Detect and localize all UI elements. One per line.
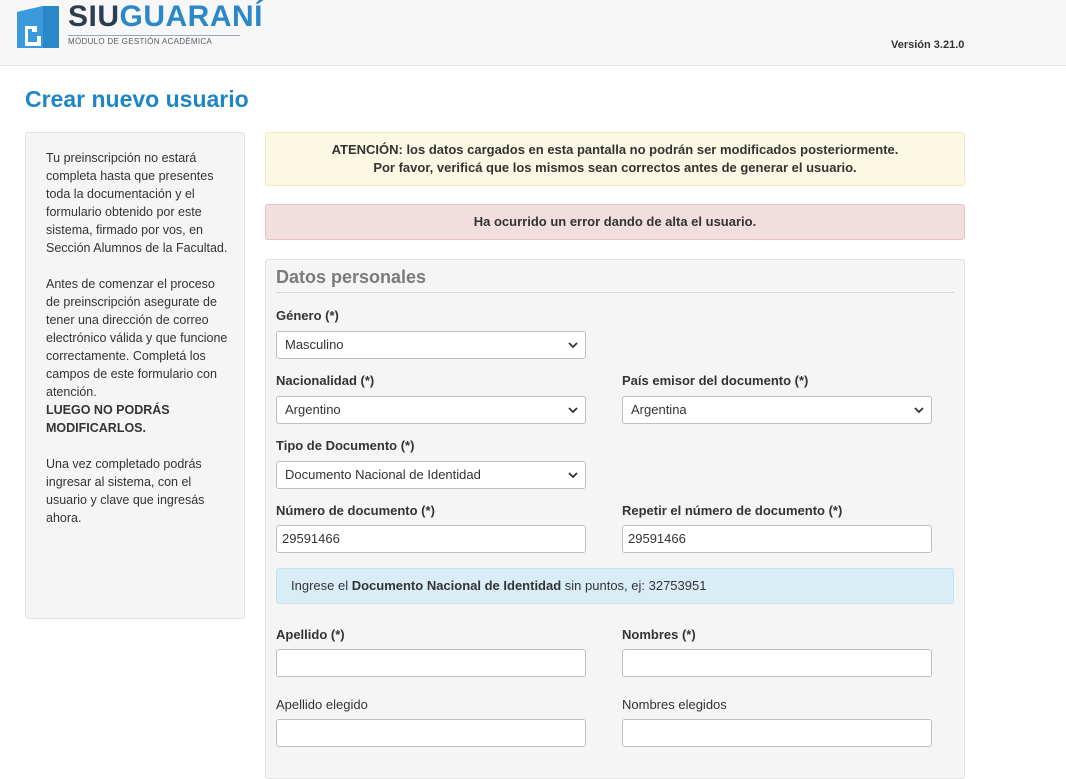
instructions-paragraph-2 <box>46 275 230 437</box>
nombres-elegidos-label: Nombres elegidos <box>622 697 727 712</box>
instructions-warning-bold: LUEGO NO PODRÁS MODIFICARLOS. <box>46 403 170 435</box>
apellido-input[interactable] <box>276 649 586 677</box>
instructions-paragraph-3: Una vez completado podrás ingresar al sistema, con el usuario y clave que ingresás ahora. <box>46 457 205 525</box>
nacionalidad-select-value: Argentino <box>285 402 341 417</box>
siu-guarani-logo-icon <box>15 2 61 48</box>
brand-part-guarani: GUARANÍ <box>119 0 264 33</box>
genero-select[interactable] <box>276 331 586 359</box>
pais-emisor-select[interactable] <box>622 396 932 424</box>
chevron-down-icon <box>567 332 579 358</box>
error-alert: Ha ocurrido un error dando de alta el usuario. <box>265 204 965 240</box>
apellido-elegido-label: Apellido elegido <box>276 697 368 712</box>
chevron-down-icon <box>567 397 579 423</box>
section-title: Datos personales <box>276 266 954 293</box>
repetir-numero-label: Repetir el número de documento (*) <box>622 503 843 518</box>
instructions-paragraph-2-text: Antes de comenzar el proceso de preinscripción asegurate de tener una dirección de correo electrónico válida y que funcione correctamente. Completá los campos de este formulario con atención. <box>46 277 228 399</box>
brand-part-siu: SIU <box>68 0 120 33</box>
nombres-input[interactable] <box>622 649 932 677</box>
tipo-documento-label: Tipo de Documento (*) <box>276 438 415 453</box>
apellido-label: Apellido (*) <box>276 627 345 642</box>
numero-documento-input[interactable]: 29591466 <box>276 525 586 553</box>
personal-data-panel <box>265 259 965 779</box>
document-hint-bold: Documento Nacional de Identidad <box>351 578 562 593</box>
document-hint <box>276 568 954 604</box>
warning-alert <box>265 132 965 186</box>
apellido-elegido-input[interactable] <box>276 719 586 747</box>
chevron-down-icon <box>567 462 579 488</box>
warning-alert-line-2: Por favor, verificá que los mismos sean correctos antes de generar el usuario. <box>373 160 857 175</box>
genero-label: Género (*) <box>276 308 339 323</box>
nombres-label: Nombres (*) <box>622 627 696 642</box>
brand-name <box>68 0 263 34</box>
top-bar <box>0 0 1066 66</box>
genero-select-value: Masculino <box>285 337 344 352</box>
nacionalidad-select[interactable] <box>276 396 586 424</box>
pais-emisor-select-value: Argentina <box>631 402 687 417</box>
numero-documento-label: Número de documento (*) <box>276 503 435 518</box>
chevron-down-icon <box>913 397 925 423</box>
instructions-paragraph-1: Tu preinscripción no estará completa hasta que presentes toda la documentación y el formulario obtenido por este sistema, firmado por vos, en Sección Alumnos de la Facultad. <box>46 151 228 255</box>
tipo-documento-select[interactable] <box>276 461 586 489</box>
nacionalidad-label: Nacionalidad (*) <box>276 373 375 388</box>
brand-subtitle: MÓDULO DE GESTIÓN ACADÉMICA <box>68 35 240 47</box>
repetir-numero-input[interactable]: 29591466 <box>622 525 932 553</box>
warning-alert-line-1: ATENCIÓN: los datos cargados en esta pantalla no podrán ser modificados posteriormente. <box>331 142 899 157</box>
tipo-documento-select-value: Documento Nacional de Identidad <box>285 467 481 482</box>
nombres-elegidos-input[interactable] <box>622 719 932 747</box>
pais-emisor-label: País emisor del documento (*) <box>622 373 809 388</box>
page-title: Crear nuevo usuario <box>25 86 249 112</box>
instructions-sidebar <box>25 132 245 619</box>
document-hint-prefix: Ingrese el <box>291 578 352 593</box>
version-label: Versión 3.21.0 <box>891 39 965 51</box>
document-hint-suffix: sin puntos, ej: 32753951 <box>561 578 707 593</box>
